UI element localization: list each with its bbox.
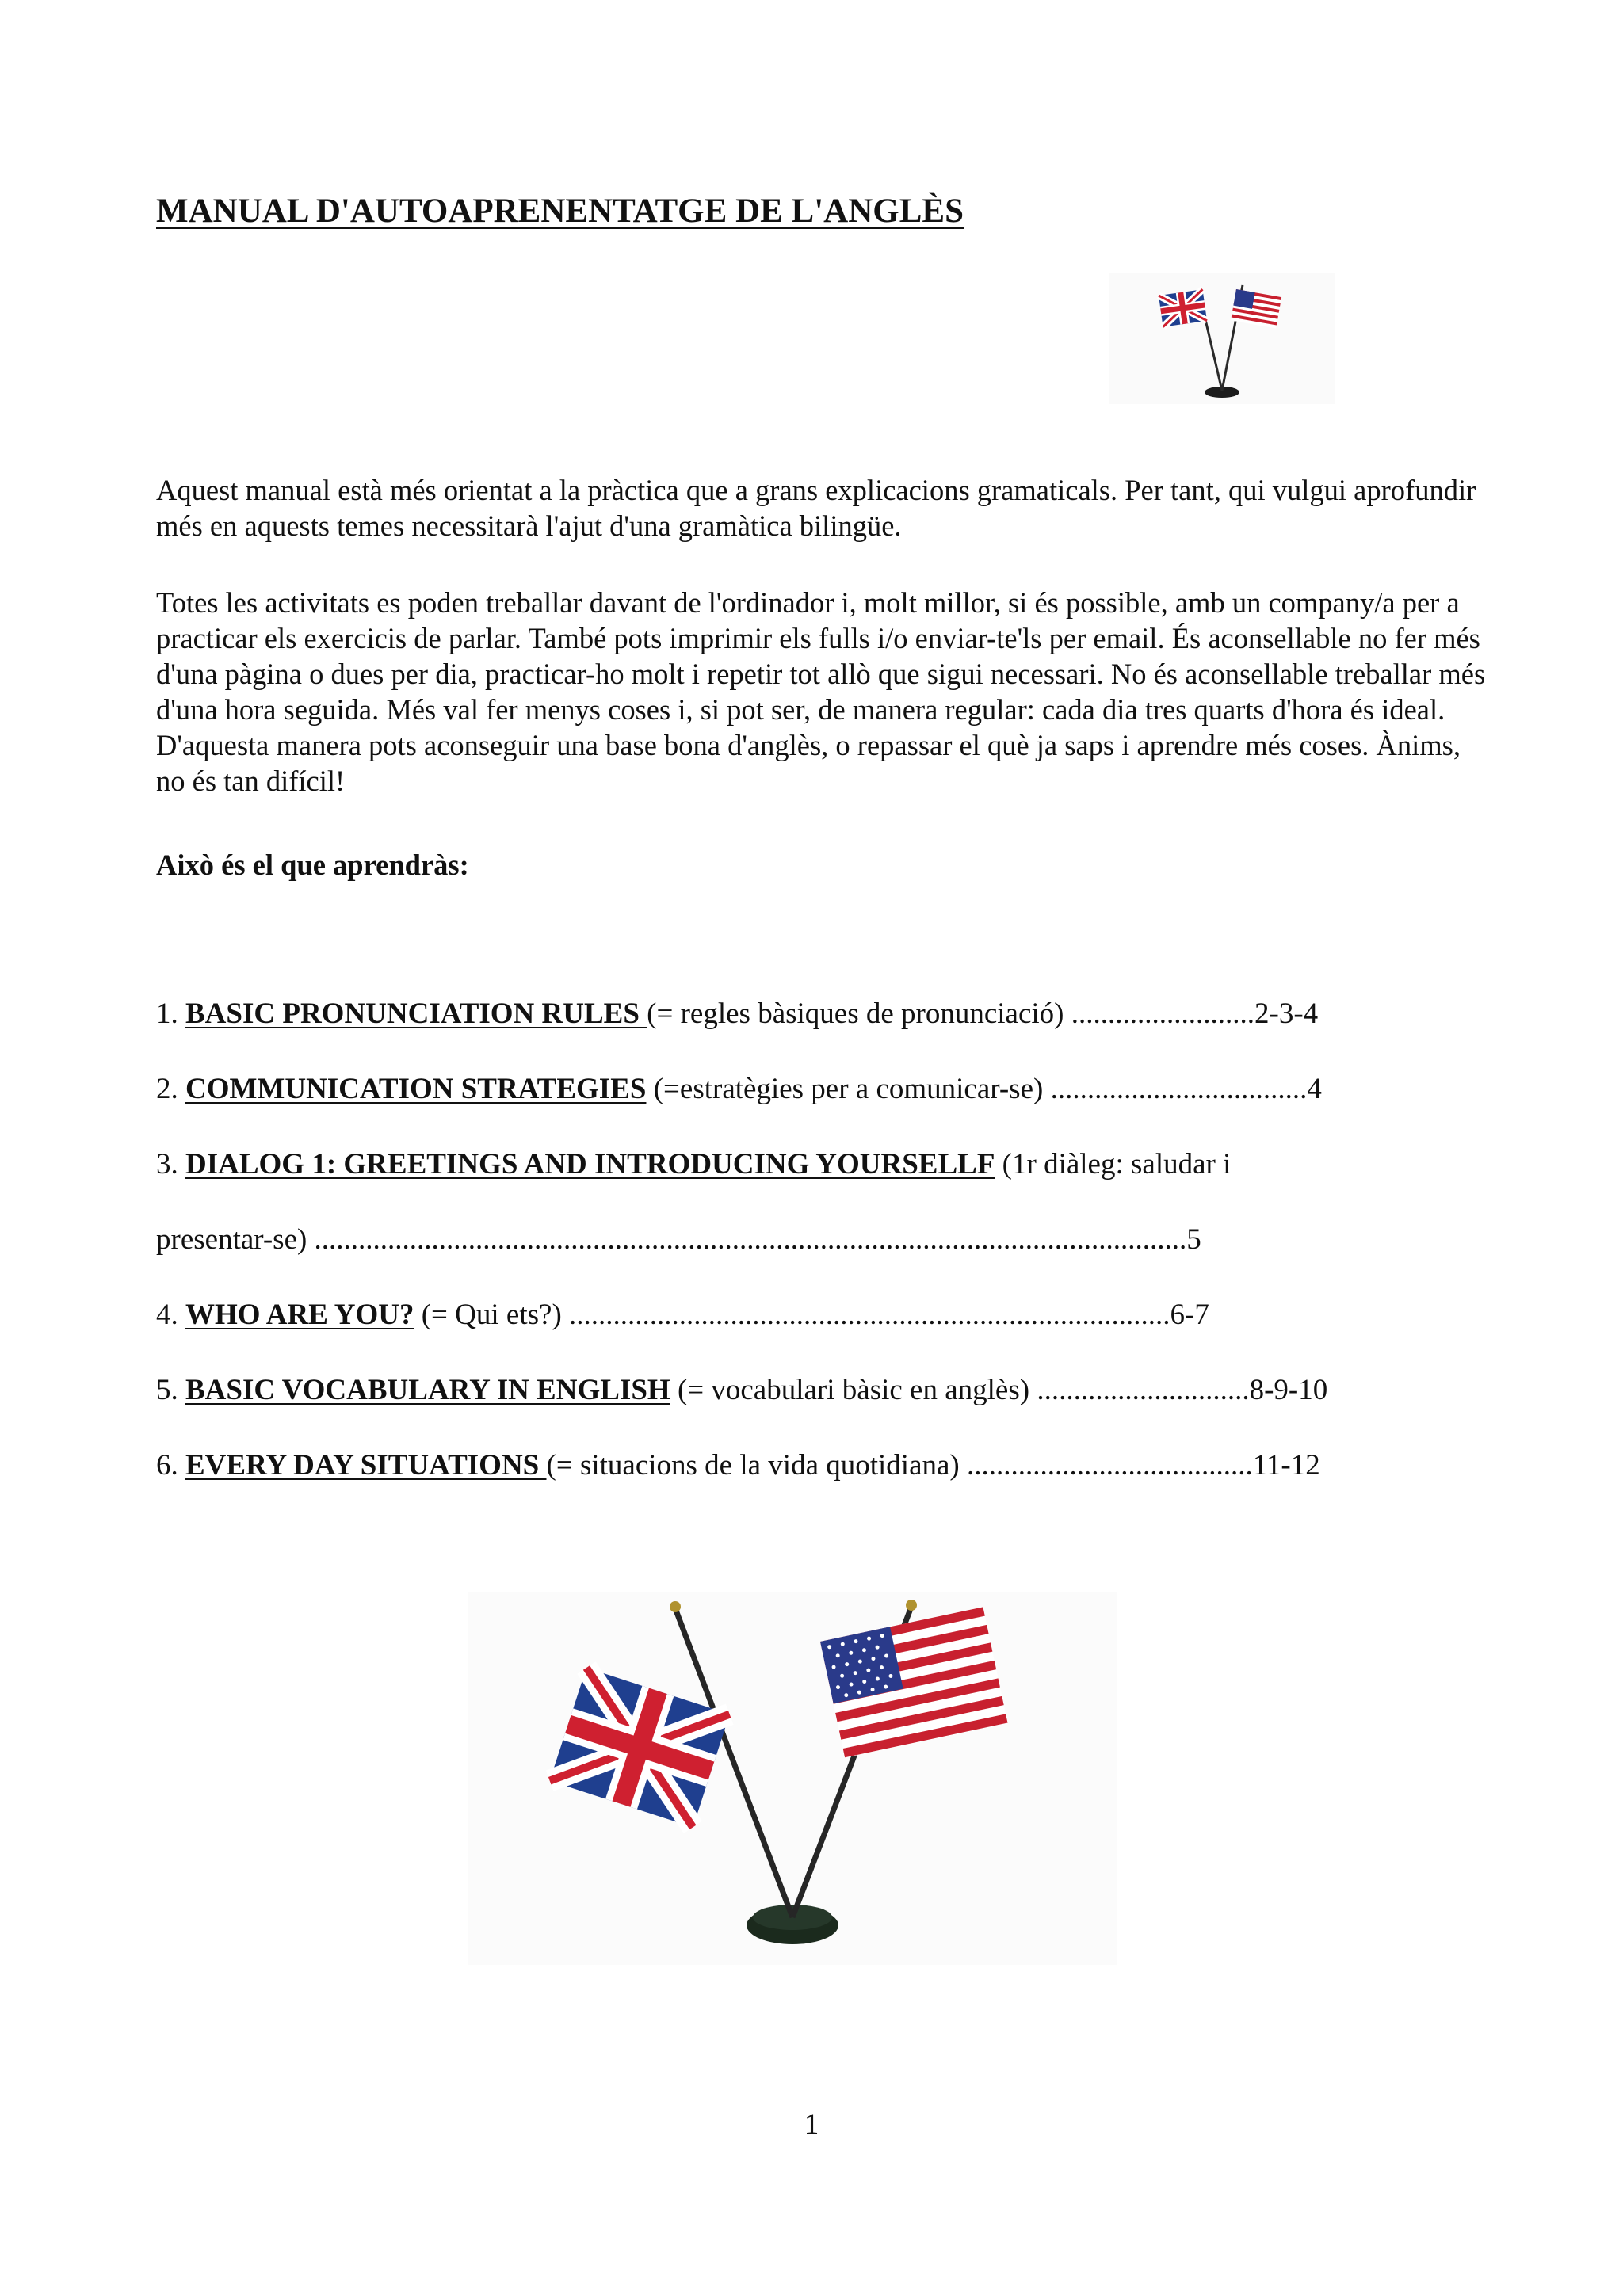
toc-number: 6.	[156, 1449, 178, 1482]
toc-number: 5.	[156, 1374, 178, 1406]
toc-description: (= Qui ets?) ..................................................................................6-7	[414, 1299, 1209, 1331]
toc-description: (=estratègies per a comunicar-se) ...................................4	[646, 1073, 1322, 1105]
instructions-paragraph: Totes les activitats es poden treballar davant de l'ordinador i, molt millor, si és possible, amb un company/a per a practicar els exercicis de parlar. També pots imprimir els fulls i/o enviar-te'ls per email. És aconsellable no fer més d'una pàgina o dues per dia, practicar-ho molt i repetir tot allò que sigui necessari. No és aconsellable treballar més d'una hora seguida. Més val fer menys coses i, si pot ser, de manera regular: cada dia tres quarts d'hora és ideal. D'aquesta manera pots aconseguir una base bona d'anglès, o repassar el què ja saps i aprendre més coses. Ànims, no és tan difícil!	[156, 586, 1486, 797]
page-number: 1	[804, 2108, 819, 2141]
toc-item-continuation	[156, 1222, 1201, 1257]
toc-description: presentar-se) .......................................................................................................................5	[156, 1223, 1201, 1256]
toc-item	[156, 1298, 1209, 1332]
toc-number: 3.	[156, 1148, 178, 1180]
toc-description: (= vocabulari bàsic en anglès) .............................8-9-10	[670, 1374, 1328, 1406]
toc-description: (= regles bàsiques de pronunciació) .........................2-3-4	[647, 997, 1319, 1030]
toc-item	[156, 1147, 1231, 1181]
toc-number: 2.	[156, 1073, 178, 1105]
toc-item	[156, 997, 1318, 1031]
toc-topic-link[interactable]: BASIC VOCABULARY IN ENGLISH	[185, 1374, 670, 1406]
toc-item	[156, 1072, 1322, 1106]
toc-description: (1r diàleg: saludar i	[995, 1148, 1232, 1180]
toc-item	[156, 1373, 1327, 1407]
uk-us-flags-small-image	[1109, 273, 1335, 404]
toc-topic-link[interactable]: EVERY DAY SITUATIONS	[185, 1449, 547, 1482]
toc-topic-link[interactable]: BASIC PRONUNCIATION RULES	[185, 997, 647, 1030]
document-title: MANUAL D'AUTOAPRENENTATGE DE L'ANGLÈS	[156, 193, 964, 230]
toc-topic-link[interactable]: WHO ARE YOU?	[185, 1299, 414, 1331]
toc-topic-link[interactable]: DIALOG 1: GREETINGS AND INTRODUCING YOURSELLF	[185, 1148, 995, 1180]
toc-topic-link[interactable]: COMMUNICATION STRATEGIES	[185, 1073, 647, 1105]
toc-number: 4.	[156, 1299, 178, 1331]
learn-heading: Això és el que aprendràs:	[156, 849, 469, 881]
toc-description: (= situacions de la vida quotidiana) .......................................11-12	[546, 1449, 1320, 1482]
uk-us-flags-large-image	[468, 1592, 1117, 1965]
toc-number: 1.	[156, 997, 178, 1030]
toc-item	[156, 1448, 1320, 1482]
intro-paragraph: Aquest manual està més orientat a la pràctica que a grans explicacions gramaticals. Per tant, qui vulgui aprofundir més en aquests temes necessitarà l'ajut d'una gramàtica bilingüe.	[156, 474, 1476, 542]
